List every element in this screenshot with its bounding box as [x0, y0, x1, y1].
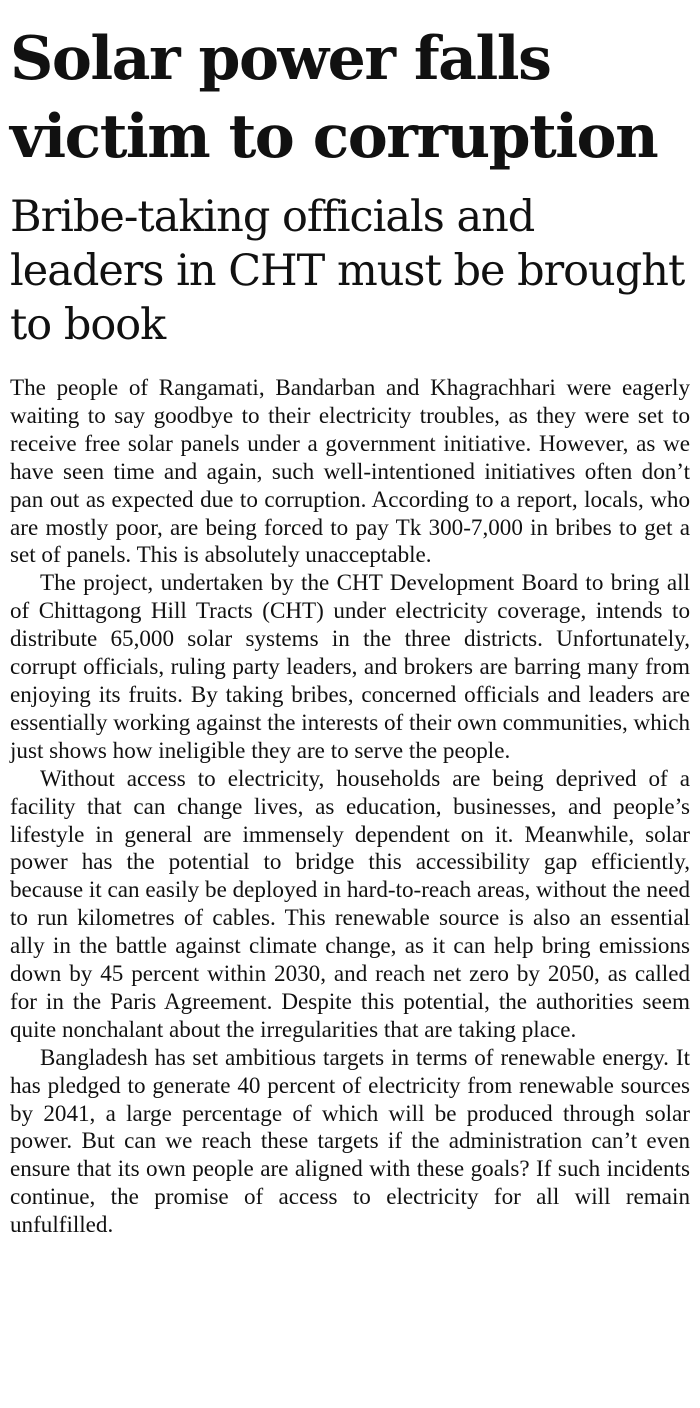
body-paragraph: Without access to electricity, households are being deprived of a facility that can change lives, as education, businesses, and people’s lifestyle in general are immensely dependent on it. Meanwhile, solar power has the potential to bridge this accessibility gap efficiently, because it can easily be deployed in hard-to-reach areas, without the need to run kilometres of cables. This renewable source is also an essential ally in the battle against climate change, as it can help bring emissions down by 45 percent within 2030, and reach net zero by 2050, as called for in the Paris Agreement. Despite this potential, the authorities seem quite nonchalant about the irregularities that are taking place. [10, 764, 690, 1042]
subheadline: Bribe-taking officials and leaders in CHT must be brought to book [10, 192, 685, 350]
article-body [10, 374, 690, 1239]
body-paragraph: Bangladesh has set ambitious targets in terms of renewable energy. It has pledged to generate 40 percent of electricity from renewable sources by 2041, a large percentage of which will be produced through solar power. But can we reach these targets if the administration can’t even ensure that its own people are aligned with these goals? If such incidents continue, the promise of access to electricity for all will remain unfulfilled. [10, 1043, 690, 1238]
body-paragraph: The people of Rangamati, Bandarban and Khagrachhari were eagerly waiting to say goodbye to their electricity troubles, as they were set to receive free solar panels under a government initiative. However, as we have seen time and again, such well-intentioned initiatives often don’t pan out as expected due to corruption. According to a report, locals, who are mostly poor, are being forced to pay Tk 300-7,000 in bribes to get a set of panels. This is absolutely unacceptable. [10, 374, 690, 568]
body-paragraph: The project, undertaken by the CHT Development Board to bring all of Chittagong Hill Tracts (CHT) under electricity coverage, intends to distribute 65,000 solar systems in the three districts. Unfortunately, corrupt officials, ruling party leaders, and brokers are barring many from enjoying its fruits. By taking bribes, concerned officials and leaders are essentially working against the interests of their own communities, which just shows how ineligible they are to serve the people. [10, 569, 690, 763]
headline: Solar power falls victim to corruption [10, 24, 658, 172]
editorial-article [10, 20, 690, 1239]
